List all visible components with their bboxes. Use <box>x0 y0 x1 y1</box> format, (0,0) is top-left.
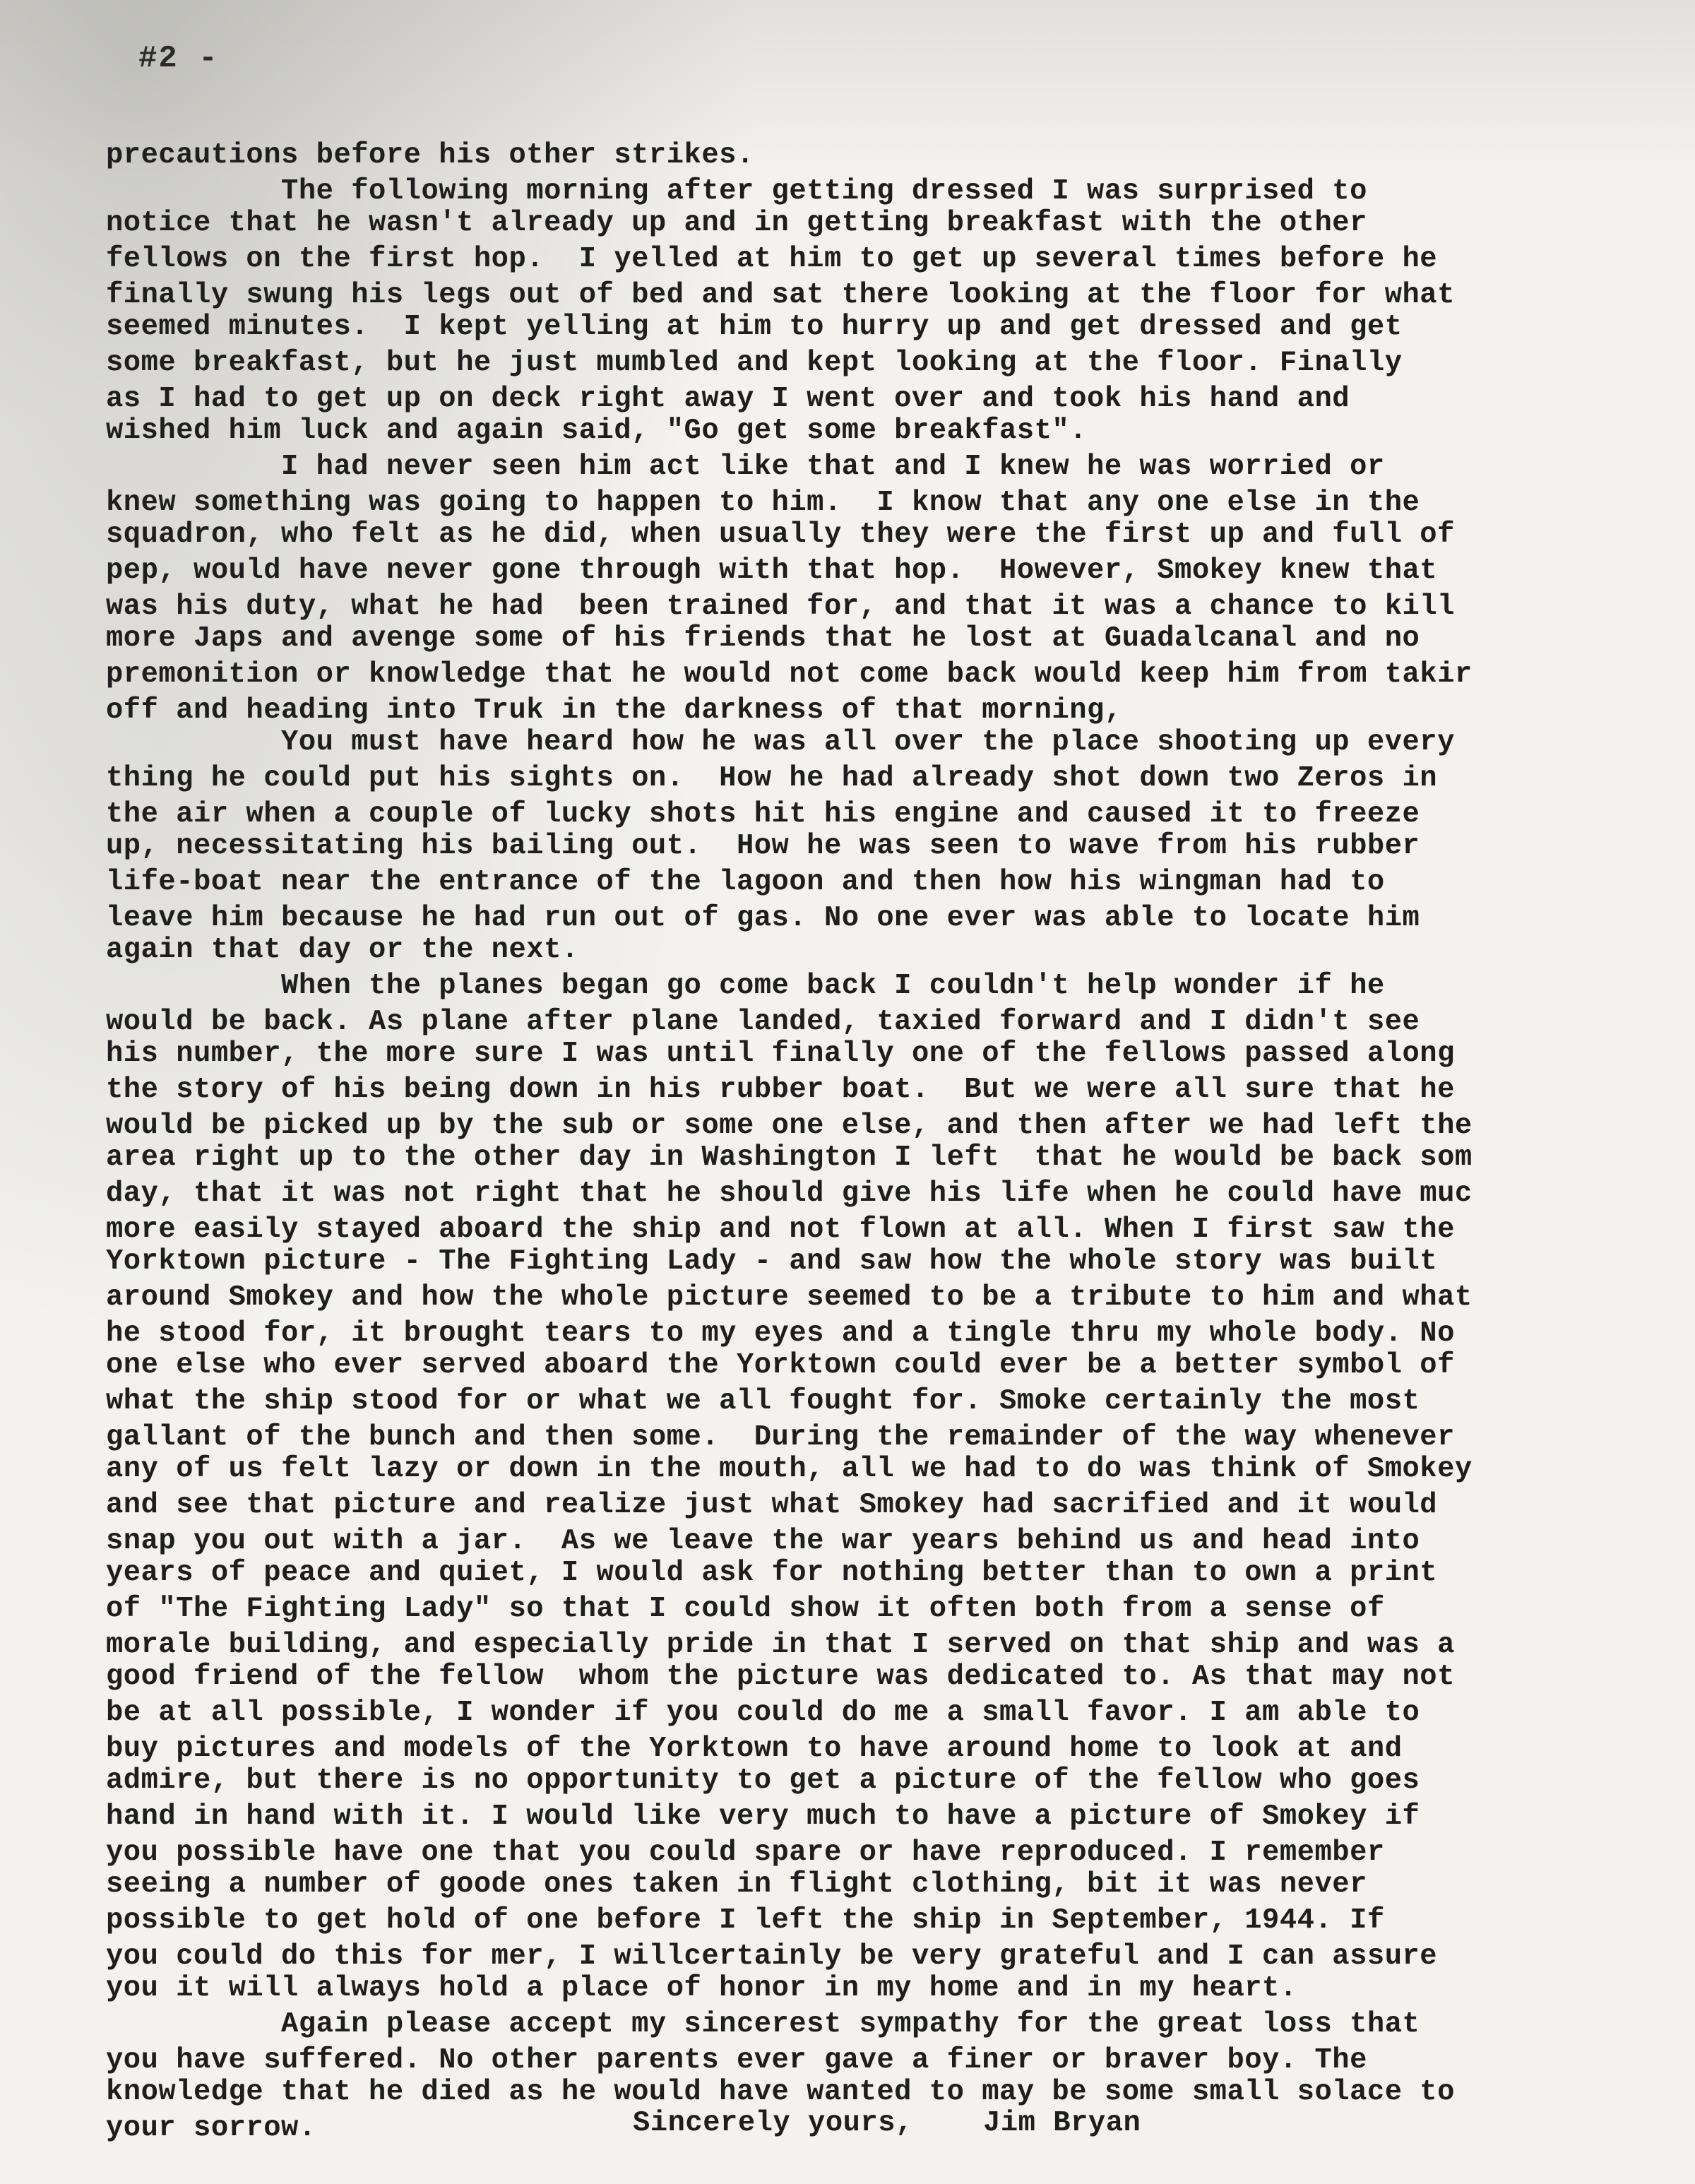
letter-line: I had never seen him act like that and I knew he was worried or <box>106 451 1385 483</box>
letter-line: possible to get hold of one before I left the ship in September, 1944. If <box>106 1904 1385 1937</box>
letter-line: seeing a number of goode ones taken in flight clothing, bit it was never <box>106 1868 1367 1901</box>
letter-line: squadron, who felt as he did, when usually they were the first up and full of <box>106 518 1455 551</box>
letter-line: admire, but there is no opportunity to get a picture of the fellow who goes <box>106 1764 1420 1797</box>
letter-line: day, that it was not right that he should give his life when he could have muc <box>106 1177 1473 1210</box>
letter-line: you it will always hold a place of honor in my home and in my heart. <box>106 1972 1297 2005</box>
letter-line: When the planes began go come back I couldn't help wonder if he <box>106 970 1385 1002</box>
letter-line: would be back. As plane after plane landed, taxied forward and I didn't see <box>106 1006 1420 1038</box>
letter-line: one else who ever served aboard the Yorktown could ever be a better symbol of <box>106 1349 1455 1382</box>
letter-line: gallant of the bunch and then some. During the remainder of the way whenever <box>106 1421 1455 1454</box>
letter-line: the air when a couple of lucky shots hit his engine and caused it to freeze <box>106 798 1420 831</box>
letter-line: You must have heard how he was all over the place shooting up every <box>106 726 1455 759</box>
letter-line: years of peace and quiet, I would ask for nothing better than to own a print <box>106 1557 1438 1589</box>
letter-line: you have suffered. No other parents ever gave a finer or braver boy. The <box>106 2044 1367 2077</box>
letter-line: of "The Fighting Lady" so that I could show it often both from a sense of <box>106 1593 1385 1625</box>
letter-line: thing he could put his sights on. How he had already shot down two Zeros in <box>106 762 1438 795</box>
letter-line: leave him because he had run out of gas. No one ever was able to locate him <box>106 902 1420 934</box>
letter-line: finally swung his legs out of bed and sat there looking at the floor for what <box>106 279 1455 311</box>
letter-line: fellows on the first hop. I yelled at him to get up several times before he <box>106 243 1438 275</box>
letter-line: the story of his being down in his rubber boat. But we were all sure that he <box>106 1074 1455 1106</box>
letter-line: be at all possible, I wonder if you could do me a small favor. I am able to <box>106 1697 1420 1729</box>
letter-line: notice that he wasn't already up and in getting breakfast with the other <box>106 207 1367 239</box>
letter-line: seemed minutes. I kept yelling at him to hurry up and get dressed and get <box>106 311 1403 343</box>
letter-line: Yorktown picture - The Fighting Lady - and saw how the whole story was built <box>106 1245 1438 1278</box>
closing-signature: Sincerely yours, Jim Bryan <box>633 2107 1141 2140</box>
letter-line: he stood for, it brought tears to my eyes and a tingle thru my whole body. No <box>106 1317 1455 1350</box>
letter-line: as I had to get up on deck right away I went over and took his hand and <box>106 383 1350 415</box>
letter-line: knew something was going to happen to him. I know that any one else in the <box>106 487 1420 519</box>
letter-line: any of us felt lazy or down in the mouth, all we had to do was think of Smokey <box>106 1453 1473 1485</box>
letter-body <box>106 138 1688 2146</box>
letter-line: life-boat near the entrance of the lagoon and then how his wingman had to <box>106 866 1385 898</box>
letter-line: was his duty, what he had been trained for, and that it was a chance to kill <box>106 590 1455 623</box>
letter-line: Again please accept my sincerest sympathy for the great loss that <box>106 2008 1420 2041</box>
letter-line: hand in hand with it. I would like very much to have a picture of Smokey if <box>106 1800 1420 1833</box>
letter-line: and see that picture and realize just what Smokey had sacrified and it would <box>106 1489 1438 1521</box>
letter-line: snap you out with a jar. As we leave the war years behind us and head into <box>106 1525 1420 1557</box>
letter-line: again that day or the next. <box>106 934 579 966</box>
letter-line: his number, the more sure I was until finally one of the fellows passed along <box>106 1038 1455 1070</box>
letter-line: good friend of the fellow whom the picture was dedicated to. As that may not <box>106 1661 1455 1693</box>
letter-line: area right up to the other day in Washington I left that he would be back som <box>106 1141 1473 1174</box>
letter-line: you could do this for mer, I willcertainly be very grateful and I can assure <box>106 1940 1438 1973</box>
letter-line: knowledge that he died as he would have wanted to may be some small solace to <box>106 2076 1455 2108</box>
letter-line: some breakfast, but he just mumbled and kept looking at the floor. Finally <box>106 347 1403 379</box>
letter-line: more Japs and avenge some of his friends that he lost at Guadalcanal and no <box>106 622 1420 655</box>
letter-line: your sorrow. <box>106 2112 316 2144</box>
letter-line: pep, would have never gone through with that hop. However, Smokey knew that <box>106 554 1438 587</box>
letter-line: more easily stayed aboard the ship and not flown at all. When I first saw the <box>106 1213 1455 1246</box>
letter-line: buy pictures and models of the Yorktown to have around home to look at and <box>106 1733 1403 1765</box>
letter-line: premonition or knowledge that he would not come back would keep him from takir <box>106 658 1473 691</box>
letter-line: what the ship stood for or what we all fought for. Smoke certainly the most <box>106 1385 1420 1418</box>
letter-line: would be picked up by the sub or some one else, and then after we had left the <box>106 1110 1473 1142</box>
letter-line: morale building, and especially pride in that I served on that ship and was a <box>106 1629 1455 1661</box>
letter-line: around Smokey and how the whole picture seemed to be a tribute to him and what <box>106 1281 1473 1314</box>
letter-line: you possible have one that you could spare or have reproduced. I remember <box>106 1836 1385 1869</box>
letter-line: wished him luck and again said, "Go get some breakfast". <box>106 415 1088 447</box>
page-number: #2 - <box>138 41 219 76</box>
letter-line: precautions before his other strikes. <box>106 139 754 172</box>
letter-line: The following morning after getting dressed I was surprised to <box>106 175 1367 208</box>
letter-line: off and heading into Truk in the darkness of that morning, <box>106 694 1122 727</box>
letter-line: up, necessitating his bailing out. How he was seen to wave from his rubber <box>106 830 1420 862</box>
